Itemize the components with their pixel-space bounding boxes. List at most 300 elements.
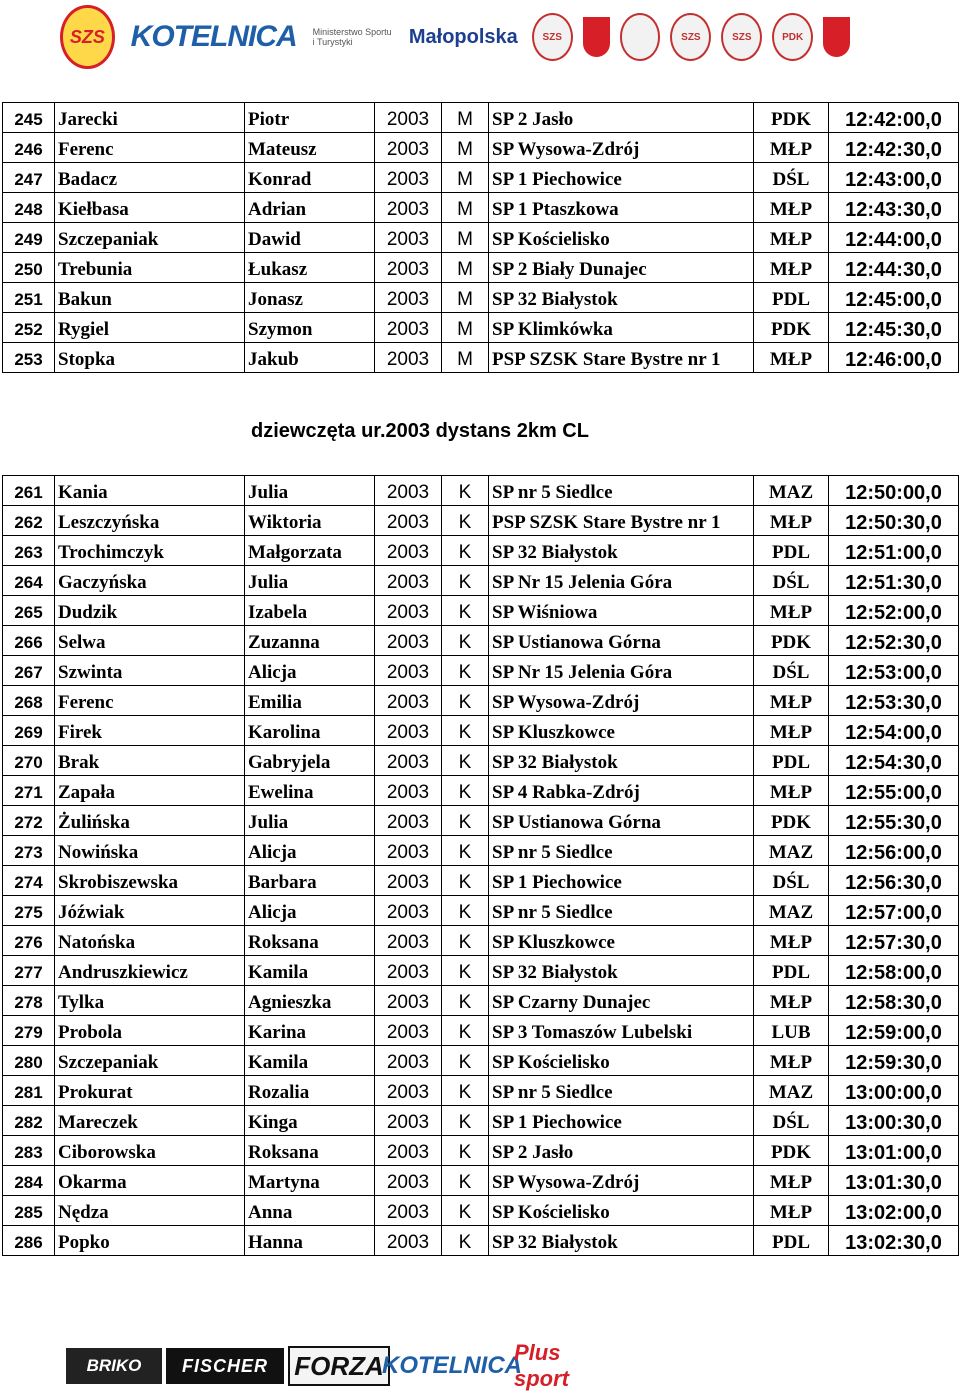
- surname-cell: Prokurat: [55, 1076, 245, 1106]
- table-row: [3, 866, 959, 896]
- bib-number-cell: 246: [3, 133, 55, 163]
- region-cell: PDL: [754, 283, 829, 313]
- birth-year-cell: 2003: [375, 1076, 442, 1106]
- table-row: [3, 193, 959, 223]
- school-cell: SP 32 Białystok: [489, 956, 754, 986]
- briko-maplus-logo-icon: BRIKO: [66, 1348, 162, 1384]
- birth-year-cell: 2003: [375, 343, 442, 373]
- region-cell: MŁP: [754, 596, 829, 626]
- school-cell: SP 1 Piechowice: [489, 1106, 754, 1136]
- start-time-cell: 12:52:00,0: [829, 596, 959, 626]
- start-time-cell: 12:42:30,0: [829, 133, 959, 163]
- start-time-cell: 12:52:30,0: [829, 626, 959, 656]
- sex-cell: K: [442, 836, 489, 866]
- school-cell: PSP SZSK Stare Bystre nr 1: [489, 343, 754, 373]
- first-name-cell: Kinga: [245, 1106, 375, 1136]
- region-cell: PDL: [754, 746, 829, 776]
- birth-year-cell: 2003: [375, 476, 442, 506]
- table-row: [3, 1016, 959, 1046]
- bib-number-cell: 264: [3, 566, 55, 596]
- sex-cell: K: [442, 1136, 489, 1166]
- start-time-cell: 12:53:30,0: [829, 686, 959, 716]
- birth-year-cell: 2003: [375, 1166, 442, 1196]
- table-row: [3, 476, 959, 506]
- surname-cell: Skrobiszewska: [55, 866, 245, 896]
- region-cell: PDL: [754, 956, 829, 986]
- sex-cell: K: [442, 986, 489, 1016]
- sex-cell: K: [442, 1016, 489, 1046]
- first-name-cell: Szymon: [245, 313, 375, 343]
- region-cell: MAZ: [754, 476, 829, 506]
- surname-cell: Bakun: [55, 283, 245, 313]
- birth-year-cell: 2003: [375, 1106, 442, 1136]
- surname-cell: Okarma: [55, 1166, 245, 1196]
- region-cell: MŁP: [754, 1166, 829, 1196]
- table-row: [3, 686, 959, 716]
- region-cell: MŁP: [754, 986, 829, 1016]
- table-row: [3, 896, 959, 926]
- school-cell: SP Kluszkowce: [489, 716, 754, 746]
- table-row: [3, 1136, 959, 1166]
- surname-cell: Rygiel: [55, 313, 245, 343]
- bib-number-cell: 248: [3, 193, 55, 223]
- birth-year-cell: 2003: [375, 986, 442, 1016]
- region-cell: PDK: [754, 1136, 829, 1166]
- sex-cell: K: [442, 926, 489, 956]
- szs-badge-icon: SZS: [670, 13, 711, 61]
- first-name-cell: Kamila: [245, 1046, 375, 1076]
- first-name-cell: Barbara: [245, 866, 375, 896]
- first-name-cell: Konrad: [245, 163, 375, 193]
- bib-number-cell: 273: [3, 836, 55, 866]
- start-time-cell: 12:58:00,0: [829, 956, 959, 986]
- region-cell: MŁP: [754, 253, 829, 283]
- table-row: [3, 163, 959, 193]
- school-cell: SP nr 5 Siedlce: [489, 896, 754, 926]
- bib-number-cell: 270: [3, 746, 55, 776]
- birth-year-cell: 2003: [375, 626, 442, 656]
- school-cell: SP Nr 15 Jelenia Góra: [489, 566, 754, 596]
- bib-number-cell: 277: [3, 956, 55, 986]
- table-row: [3, 223, 959, 253]
- start-time-cell: 13:01:30,0: [829, 1166, 959, 1196]
- surname-cell: Szczepaniak: [55, 223, 245, 253]
- surname-cell: Trebunia: [55, 253, 245, 283]
- school-cell: SP 2 Biały Dunajec: [489, 253, 754, 283]
- sex-cell: K: [442, 1076, 489, 1106]
- birth-year-cell: 2003: [375, 656, 442, 686]
- start-time-cell: 12:56:00,0: [829, 836, 959, 866]
- bib-number-cell: 250: [3, 253, 55, 283]
- bib-number-cell: 276: [3, 926, 55, 956]
- start-time-cell: 12:43:00,0: [829, 163, 959, 193]
- school-cell: SP Wiśniowa: [489, 596, 754, 626]
- school-cell: SP Kościelisko: [489, 1046, 754, 1076]
- plus-sport-logo-icon: Plus sport: [514, 1340, 569, 1391]
- sex-cell: M: [442, 313, 489, 343]
- bib-number-cell: 251: [3, 283, 55, 313]
- sex-cell: K: [442, 1046, 489, 1076]
- school-cell: SP nr 5 Siedlce: [489, 836, 754, 866]
- region-cell: PDK: [754, 103, 829, 133]
- table-row: [3, 926, 959, 956]
- surname-cell: Jarecki: [55, 103, 245, 133]
- birth-year-cell: 2003: [375, 716, 442, 746]
- table-row: [3, 1046, 959, 1076]
- sex-cell: K: [442, 656, 489, 686]
- region-crest-icon: [823, 17, 850, 57]
- sex-cell: M: [442, 163, 489, 193]
- region-cell: PDL: [754, 536, 829, 566]
- first-name-cell: Roksana: [245, 1136, 375, 1166]
- surname-cell: Gaczyńska: [55, 566, 245, 596]
- start-time-cell: 13:02:00,0: [829, 1196, 959, 1226]
- first-name-cell: Izabela: [245, 596, 375, 626]
- szs-logo-icon: SZS: [60, 5, 115, 69]
- table-row: [3, 1226, 959, 1256]
- pdk-badge-icon: PDK: [772, 13, 813, 61]
- school-cell: SP 32 Białystok: [489, 746, 754, 776]
- school-cell: SP nr 5 Siedlce: [489, 476, 754, 506]
- bib-number-cell: 271: [3, 776, 55, 806]
- school-cell: SP 4 Rabka-Zdrój: [489, 776, 754, 806]
- bib-number-cell: 267: [3, 656, 55, 686]
- surname-cell: Tylka: [55, 986, 245, 1016]
- bib-number-cell: 268: [3, 686, 55, 716]
- birth-year-cell: 2003: [375, 133, 442, 163]
- region-cell: MŁP: [754, 506, 829, 536]
- bib-number-cell: 261: [3, 476, 55, 506]
- first-name-cell: Kamila: [245, 956, 375, 986]
- birth-year-cell: 2003: [375, 1016, 442, 1046]
- school-cell: SP nr 5 Siedlce: [489, 1076, 754, 1106]
- sex-cell: K: [442, 1166, 489, 1196]
- start-time-cell: 12:58:30,0: [829, 986, 959, 1016]
- table-row: [3, 343, 959, 373]
- school-cell: SP Wysowa-Zdrój: [489, 133, 754, 163]
- first-name-cell: Dawid: [245, 223, 375, 253]
- table-row: [3, 133, 959, 163]
- bib-number-cell: 281: [3, 1076, 55, 1106]
- sex-cell: K: [442, 536, 489, 566]
- start-time-cell: 12:55:00,0: [829, 776, 959, 806]
- surname-cell: Dudzik: [55, 596, 245, 626]
- szs-federation-logo-icon: SZS: [532, 13, 573, 61]
- table-row: [3, 656, 959, 686]
- start-time-cell: 12:54:30,0: [829, 746, 959, 776]
- school-cell: SP 32 Białystok: [489, 1226, 754, 1256]
- start-time-cell: 12:46:00,0: [829, 343, 959, 373]
- region-crest-icon: [620, 13, 661, 61]
- table-row: [3, 536, 959, 566]
- first-name-cell: Adrian: [245, 193, 375, 223]
- school-cell: SP Ustianowa Górna: [489, 806, 754, 836]
- birth-year-cell: 2003: [375, 956, 442, 986]
- region-cell: DŚL: [754, 866, 829, 896]
- first-name-cell: Alicja: [245, 896, 375, 926]
- region-cell: MAZ: [754, 1076, 829, 1106]
- first-name-cell: Julia: [245, 476, 375, 506]
- first-name-cell: Małgorzata: [245, 536, 375, 566]
- bib-number-cell: 269: [3, 716, 55, 746]
- first-name-cell: Ewelina: [245, 776, 375, 806]
- bib-number-cell: 282: [3, 1106, 55, 1136]
- first-name-cell: Alicja: [245, 836, 375, 866]
- sex-cell: M: [442, 103, 489, 133]
- surname-cell: Ciborowska: [55, 1136, 245, 1166]
- table-row: [3, 283, 959, 313]
- bib-number-cell: 253: [3, 343, 55, 373]
- school-cell: SP 2 Jasło: [489, 103, 754, 133]
- birth-year-cell: 2003: [375, 866, 442, 896]
- ministry-logo-icon: Ministerstwo Sportu i Turystyki: [312, 27, 392, 47]
- start-time-cell: 13:02:30,0: [829, 1226, 959, 1256]
- sex-cell: K: [442, 566, 489, 596]
- birth-year-cell: 2003: [375, 1046, 442, 1076]
- bib-number-cell: 275: [3, 896, 55, 926]
- sex-cell: K: [442, 686, 489, 716]
- region-cell: DŚL: [754, 566, 829, 596]
- birth-year-cell: 2003: [375, 193, 442, 223]
- sex-cell: K: [442, 956, 489, 986]
- region-cell: MŁP: [754, 223, 829, 253]
- sex-cell: K: [442, 866, 489, 896]
- start-time-cell: 12:51:30,0: [829, 566, 959, 596]
- sex-cell: K: [442, 1106, 489, 1136]
- start-time-cell: 12:50:00,0: [829, 476, 959, 506]
- bib-number-cell: 266: [3, 626, 55, 656]
- birth-year-cell: 2003: [375, 746, 442, 776]
- school-cell: SP Kościelisko: [489, 1196, 754, 1226]
- start-time-cell: 12:45:30,0: [829, 313, 959, 343]
- first-name-cell: Zuzanna: [245, 626, 375, 656]
- surname-cell: Probola: [55, 1016, 245, 1046]
- table-row: [3, 836, 959, 866]
- start-time-cell: 12:55:30,0: [829, 806, 959, 836]
- sex-cell: K: [442, 476, 489, 506]
- first-name-cell: Hanna: [245, 1226, 375, 1256]
- school-cell: SP Kluszkowce: [489, 926, 754, 956]
- table-row: [3, 1106, 959, 1136]
- kotelnica-logo-icon: KOTELNICA: [382, 1352, 522, 1379]
- school-cell: SP Wysowa-Zdrój: [489, 1166, 754, 1196]
- school-cell: SP 1 Piechowice: [489, 866, 754, 896]
- birth-year-cell: 2003: [375, 506, 442, 536]
- table-row: [3, 596, 959, 626]
- birth-year-cell: 2003: [375, 313, 442, 343]
- bib-number-cell: 252: [3, 313, 55, 343]
- bib-number-cell: 278: [3, 986, 55, 1016]
- surname-cell: Trochimczyk: [55, 536, 245, 566]
- surname-cell: Leszczyńska: [55, 506, 245, 536]
- bib-number-cell: 284: [3, 1166, 55, 1196]
- birth-year-cell: 2003: [375, 103, 442, 133]
- start-time-cell: 12:51:00,0: [829, 536, 959, 566]
- table-row: [3, 716, 959, 746]
- school-cell: SP 32 Białystok: [489, 283, 754, 313]
- table-row: [3, 956, 959, 986]
- school-cell: SP 1 Piechowice: [489, 163, 754, 193]
- sex-cell: K: [442, 776, 489, 806]
- bib-number-cell: 265: [3, 596, 55, 626]
- region-cell: PDK: [754, 806, 829, 836]
- start-time-cell: 12:53:00,0: [829, 656, 959, 686]
- bib-number-cell: 279: [3, 1016, 55, 1046]
- birth-year-cell: 2003: [375, 566, 442, 596]
- table-row: [3, 1076, 959, 1106]
- first-name-cell: Wiktoria: [245, 506, 375, 536]
- bib-number-cell: 280: [3, 1046, 55, 1076]
- school-cell: SP Kościelisko: [489, 223, 754, 253]
- birth-year-cell: 2003: [375, 596, 442, 626]
- surname-cell: Kania: [55, 476, 245, 506]
- region-cell: LUB: [754, 1016, 829, 1046]
- first-name-cell: Rozalia: [245, 1076, 375, 1106]
- first-name-cell: Julia: [245, 806, 375, 836]
- table-row: [3, 986, 959, 1016]
- school-cell: SP Klimkówka: [489, 313, 754, 343]
- region-cell: MŁP: [754, 193, 829, 223]
- start-time-cell: 13:01:00,0: [829, 1136, 959, 1166]
- table-row: [3, 103, 959, 133]
- bib-number-cell: 285: [3, 1196, 55, 1226]
- start-time-cell: 13:00:30,0: [829, 1106, 959, 1136]
- sex-cell: M: [442, 283, 489, 313]
- table-row: [3, 776, 959, 806]
- region-cell: MŁP: [754, 776, 829, 806]
- sex-cell: K: [442, 626, 489, 656]
- sex-cell: K: [442, 596, 489, 626]
- birth-year-cell: 2003: [375, 776, 442, 806]
- surname-cell: Szwinta: [55, 656, 245, 686]
- birth-year-cell: 2003: [375, 536, 442, 566]
- bib-number-cell: 274: [3, 866, 55, 896]
- first-name-cell: Emilia: [245, 686, 375, 716]
- first-name-cell: Anna: [245, 1196, 375, 1226]
- birth-year-cell: 2003: [375, 1136, 442, 1166]
- girls-start-list-body: [3, 476, 959, 1256]
- header-logo-bar: [60, 4, 850, 70]
- region-cell: MŁP: [754, 133, 829, 163]
- boys-start-list-body: [3, 103, 959, 373]
- girls-section-heading: dziewczęta ur.2003 dystans 2km CL: [251, 420, 589, 442]
- surname-cell: Stopka: [55, 343, 245, 373]
- start-time-cell: 12:57:30,0: [829, 926, 959, 956]
- sex-cell: K: [442, 806, 489, 836]
- first-name-cell: Jakub: [245, 343, 375, 373]
- sex-cell: K: [442, 896, 489, 926]
- region-cell: PDL: [754, 1226, 829, 1256]
- boys-start-list-table: [2, 102, 959, 373]
- first-name-cell: Agnieszka: [245, 986, 375, 1016]
- kotelnica-logo-icon: KOTELNICA: [130, 20, 297, 53]
- surname-cell: Ferenc: [55, 686, 245, 716]
- birth-year-cell: 2003: [375, 896, 442, 926]
- sex-cell: K: [442, 746, 489, 776]
- first-name-cell: Łukasz: [245, 253, 375, 283]
- table-row: [3, 626, 959, 656]
- first-name-cell: Piotr: [245, 103, 375, 133]
- fischer-logo-icon: FISCHER: [166, 1348, 284, 1384]
- birth-year-cell: 2003: [375, 836, 442, 866]
- start-time-cell: 12:45:00,0: [829, 283, 959, 313]
- first-name-cell: Karolina: [245, 716, 375, 746]
- school-cell: SP 32 Białystok: [489, 536, 754, 566]
- birth-year-cell: 2003: [375, 1196, 442, 1226]
- table-row: [3, 1196, 959, 1226]
- birth-year-cell: 2003: [375, 686, 442, 716]
- birth-year-cell: 2003: [375, 223, 442, 253]
- surname-cell: Natońska: [55, 926, 245, 956]
- surname-cell: Firek: [55, 716, 245, 746]
- school-cell: SP 2 Jasło: [489, 1136, 754, 1166]
- school-cell: SP Nr 15 Jelenia Góra: [489, 656, 754, 686]
- birth-year-cell: 2003: [375, 1226, 442, 1256]
- region-cell: MAZ: [754, 836, 829, 866]
- start-time-cell: 12:59:00,0: [829, 1016, 959, 1046]
- region-cell: PDK: [754, 313, 829, 343]
- sponsor-logo-bar: [66, 1340, 636, 1391]
- szs-badge-icon: SZS: [721, 13, 762, 61]
- sex-cell: M: [442, 133, 489, 163]
- start-time-cell: 12:44:30,0: [829, 253, 959, 283]
- region-cell: MŁP: [754, 1046, 829, 1076]
- table-row: [3, 806, 959, 836]
- birth-year-cell: 2003: [375, 806, 442, 836]
- surname-cell: Ferenc: [55, 133, 245, 163]
- table-row: [3, 1166, 959, 1196]
- first-name-cell: Roksana: [245, 926, 375, 956]
- table-row: [3, 253, 959, 283]
- bib-number-cell: 272: [3, 806, 55, 836]
- bib-number-cell: 247: [3, 163, 55, 193]
- start-time-cell: 12:42:00,0: [829, 103, 959, 133]
- surname-cell: Szczepaniak: [55, 1046, 245, 1076]
- region-cell: MŁP: [754, 926, 829, 956]
- start-time-cell: 12:59:30,0: [829, 1046, 959, 1076]
- first-name-cell: Mateusz: [245, 133, 375, 163]
- start-time-cell: 12:44:00,0: [829, 223, 959, 253]
- bib-number-cell: 286: [3, 1226, 55, 1256]
- surname-cell: Brak: [55, 746, 245, 776]
- birth-year-cell: 2003: [375, 926, 442, 956]
- birth-year-cell: 2003: [375, 283, 442, 313]
- start-time-cell: 12:50:30,0: [829, 506, 959, 536]
- sex-cell: K: [442, 1196, 489, 1226]
- bib-number-cell: 263: [3, 536, 55, 566]
- region-cell: MŁP: [754, 686, 829, 716]
- birth-year-cell: 2003: [375, 163, 442, 193]
- start-time-cell: 12:43:30,0: [829, 193, 959, 223]
- first-name-cell: Martyna: [245, 1166, 375, 1196]
- bib-number-cell: 283: [3, 1136, 55, 1166]
- start-time-cell: 12:56:30,0: [829, 866, 959, 896]
- sex-cell: K: [442, 1226, 489, 1256]
- surname-cell: Selwa: [55, 626, 245, 656]
- school-cell: SP Wysowa-Zdrój: [489, 686, 754, 716]
- school-cell: SP Czarny Dunajec: [489, 986, 754, 1016]
- sex-cell: M: [442, 253, 489, 283]
- region-cell: PDK: [754, 626, 829, 656]
- start-time-cell: 12:57:00,0: [829, 896, 959, 926]
- school-cell: SP 3 Tomaszów Lubelski: [489, 1016, 754, 1046]
- sex-cell: M: [442, 343, 489, 373]
- region-cell: DŚL: [754, 1106, 829, 1136]
- sex-cell: M: [442, 193, 489, 223]
- region-cell: DŚL: [754, 656, 829, 686]
- first-name-cell: Jonasz: [245, 283, 375, 313]
- table-row: [3, 746, 959, 776]
